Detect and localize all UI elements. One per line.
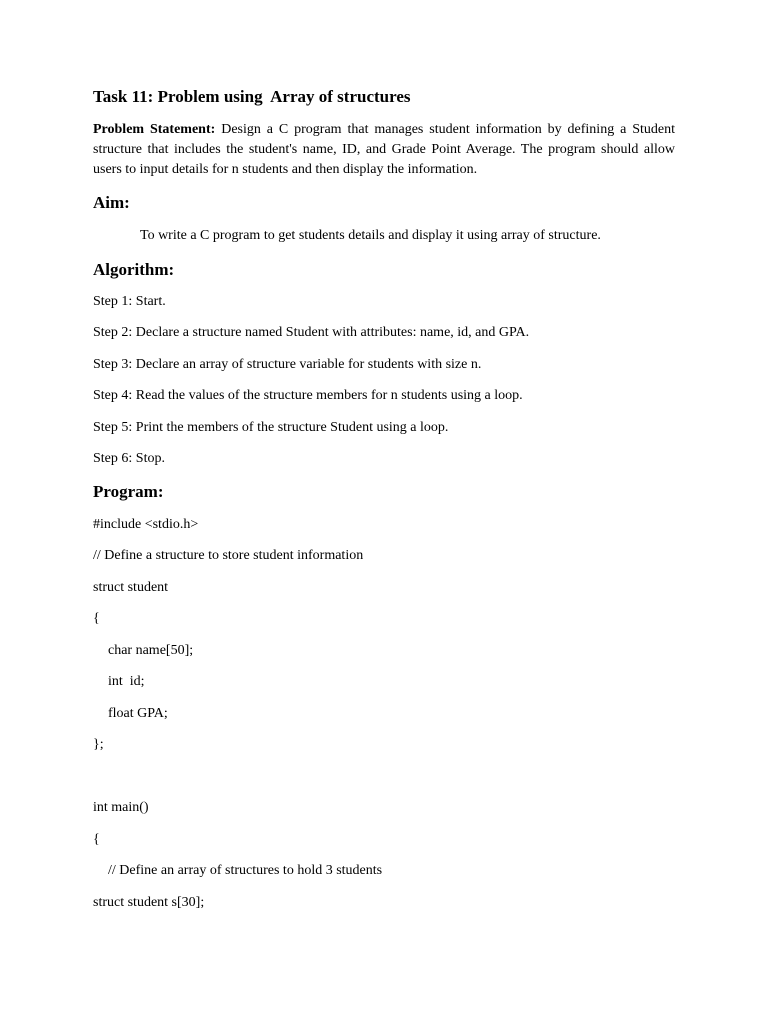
code-line: }; [93,737,104,752]
algorithm-step: Step 5: Print the members of the structure Student using a loop. [93,420,449,435]
algorithm-step: Step 4: Read the values of the structure members for n students using a loop. [93,388,523,403]
algorithm-step: Step 6: Stop. [93,451,165,466]
problem-statement [93,120,675,180]
code-line: // Define an array of structures to hold 3 students [108,863,383,878]
code-line: char name[50]; [108,643,194,658]
code-line: #include <stdio.h> [93,517,199,532]
aim-text: To write a C program to get students details and display it using array of structure. [140,228,601,243]
problem-statement-label: Problem Statement: [93,122,216,137]
code-line: { [93,832,100,847]
algorithm-step: Step 3: Declare an array of structure variable for students with size n. [93,357,482,372]
program-heading: Program: [93,482,164,501]
algorithm-heading: Algorithm: [93,260,175,279]
task-title: Task 11: Problem using Array of structures [93,87,411,106]
code-line: // Define a structure to store student information [93,548,364,563]
code-line: int main() [93,800,149,815]
code-line: struct student s[30]; [93,895,205,910]
aim-heading: Aim: [93,193,130,212]
code-line: int id; [108,674,145,689]
algorithm-step: Step 2: Declare a structure named Student with attributes: name, id, and GPA. [93,325,530,340]
algorithm-step: Step 1: Start. [93,294,166,309]
code-line: float GPA; [108,706,168,721]
code-line: { [93,611,100,626]
problem-statement-text: Design a C program that manages student information by defining a Student structure that includes the student's name, ID, and Grade Point Average. The program should allow users to input details for n students and then display the information. [93,122,676,177]
code-line: struct student [93,580,169,595]
